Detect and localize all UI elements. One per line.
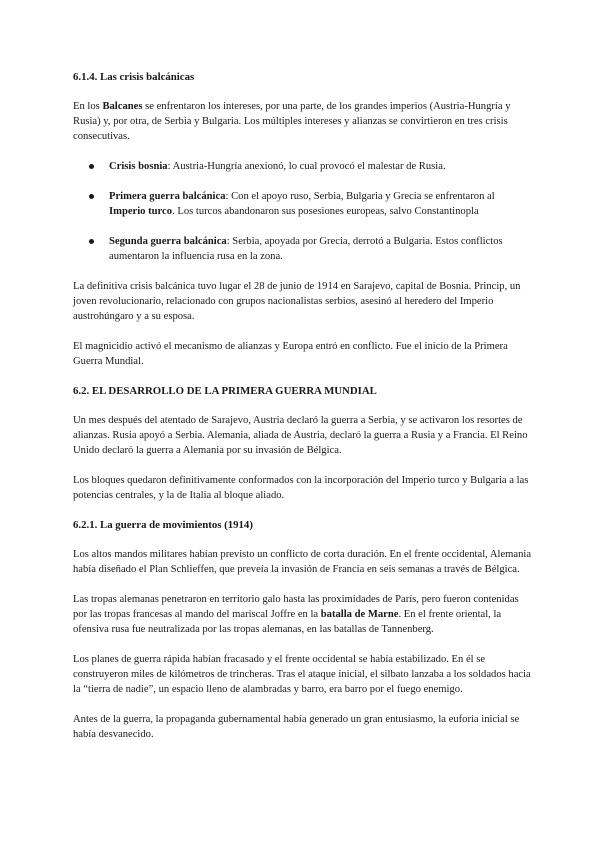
text-run: : Con el apoyo ruso, Serbia, Bulgaria y Grecia se enfrentaron al: [225, 191, 495, 202]
bold-term: Crisis bosnia: [109, 161, 168, 172]
heading-6-1-4: 6.1.4. Las crisis balcánicas: [73, 71, 195, 83]
bold-term-batalla-marne: batalla de Marne: [320, 609, 399, 620]
paragraph-sarajevo: La definitiva crisis balcánica tuvo lugar el 28 de junio de 1914 en Sarajevo, capital de Bosnia. Princip, un joven revolucionario, relacionado con grupos nacionalistas serbios, asesinó al heredero del Imperio austrohúngaro y a su esposa.: [73, 281, 521, 322]
list-item-segunda-guerra: [73, 234, 533, 264]
paragraph-magnicidio: El magnicidio activó el mecanismo de alianzas y Europa entró en conflicto. Fue el inicio de la Primera Guerra Mundial.: [73, 341, 508, 367]
text-run: . En el frente oriental, la ofensiva rusa fue neutralizada por las tropas alemanas, en las batallas de Tannenberg.: [73, 609, 502, 635]
document-content: [73, 70, 533, 757]
heading-6-2: 6.2. EL DESARROLLO DE LA PRIMERA GUERRA MUNDIAL: [73, 385, 377, 397]
bullet-icon: [89, 239, 94, 244]
text-run: : Austria-Hungría anexionó, lo cual provocó el malestar de Rusia.: [167, 161, 446, 172]
paragraph-alianzas: Un mes después del atentado de Sarajevo, Austria declaró la guerra a Serbia, y se activaron los resortes de alianzas. Rusia apoyó a Serbia. Alemania, aliada de Austria, declaró la guerra a Rusia y a Francia. El Reino Unido declaró la guerra a Alemania por su invasión de Bélgica.: [73, 415, 528, 456]
bullet-icon: [89, 194, 94, 199]
crisis-list: [73, 159, 533, 264]
paragraph-trincheras: Los planes de guerra rápida habían fracasado y el frente occidental se había estabilizado. En él se construyeron miles de kilómetros de trincheras. Tras el ataque inicial, el silbato lanzaba a los soldados hacia la “tierra de nadie”, un espacio lleno de alambradas y barro, era barro por el fuego enemigo.: [73, 654, 531, 695]
text-run: En los: [73, 101, 103, 112]
paragraph-balcanes: [73, 99, 533, 144]
bold-term: Primera guerra balcánica: [109, 191, 226, 202]
list-item-primera-guerra: [73, 189, 533, 219]
heading-6-2-1: 6.2.1. La guerra de movimientos (1914): [73, 519, 253, 531]
text-run: . Los turcos abandonaron sus posesiones europeas, salvo Constantinopla: [172, 206, 479, 217]
paragraph-bloques: Los bloques quedaron definitivamente conformados con la incorporación del Imperio turco y Bulgaria a las potencias centrales, y la de Italia al bloque aliado.: [73, 475, 529, 501]
paragraph-marne: [73, 592, 533, 637]
bold-term-balcanes: Balcanes: [102, 101, 143, 112]
bold-term-imperio-turco: Imperio turco: [109, 206, 173, 217]
list-item-crisis-bosnia: [73, 159, 533, 174]
text-run: Las tropas alemanas penetraron en territorio galo hasta las proximidades de París, pero fueron contenidas por las tropas francesas al mando del mariscal Joffre en la: [73, 594, 519, 620]
text-run: se enfrentaron los intereses, por una parte, de los grandes imperios (Austria-Hungría y Rusia) y, por otra, de Serbia y Bulgaria. Los múltiples intereses y alianzas se convirtieron en tres crisis consecutivas.: [73, 101, 511, 142]
text-run: : Serbia, apoyada por Grecia, derrotó a Bulgaria. Estos conflictos aumentaron la influencia rusa en la zona.: [109, 236, 503, 262]
paragraph-propaganda: Antes de la guerra, la propaganda gubernamental había generado un gran entusiasmo, la euforia inicial se había desvanecido.: [73, 714, 520, 740]
paragraph-plan-schlieffen: Los altos mandos militares habían previsto un conflicto de corta duración. En el frente occidental, Alemania había diseñado el Plan Schlieffen, que preveía la invasión de Francia en seis semanas a través de Bélgica.: [73, 549, 532, 575]
bullet-icon: [89, 164, 94, 169]
bold-term: Segunda guerra balcánica: [109, 236, 227, 247]
